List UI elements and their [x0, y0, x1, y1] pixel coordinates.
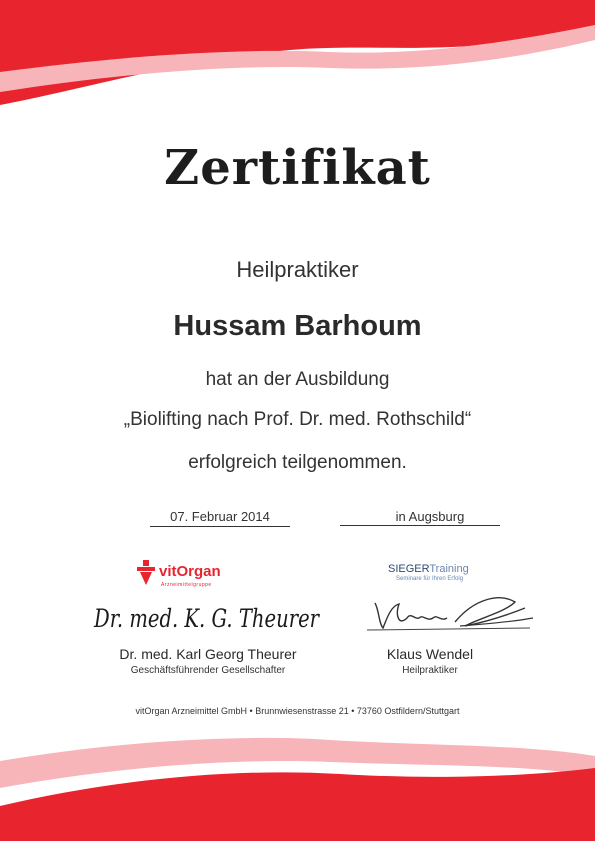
siegertraining-name-b: Training [429, 563, 469, 575]
signatory-right-role: Heilpraktiker [402, 665, 458, 676]
signatory-right-name: Klaus Wendel [386, 646, 474, 662]
signatory-right [360, 646, 500, 676]
certificate-title: Zertifikat [164, 140, 431, 196]
statement-line-3: erfolgreich teilgenommen. [188, 452, 407, 473]
issue-date: 07. Februar 2014 [150, 509, 290, 527]
top-wave-decoration [0, 0, 595, 110]
siegertraining-tagline: Seminare für Ihren Erfolg [396, 576, 464, 582]
signature-theurer [88, 593, 328, 641]
svg-text:Dr. med. K. G. Theurer: Dr. med. K. G. Theurer [93, 604, 321, 633]
bottom-wave-decoration [0, 716, 595, 841]
recipient-name: Hussam Barhoum [173, 310, 422, 342]
vitorgan-brand: vitOrgan [159, 563, 221, 580]
issue-place: in Augsburg [340, 509, 500, 526]
vitorgan-mark-icon [135, 560, 157, 586]
siegertraining-name-a: SIEGER [388, 563, 430, 575]
profession-label: Heilpraktiker [236, 257, 359, 282]
signatory-left-name: Dr. med. Karl Georg Theurer [119, 646, 297, 662]
siegertraining-logo [388, 563, 498, 582]
vitorgan-logo [135, 560, 255, 596]
company-address-footer: vitOrgan Arzneimittel GmbH • Brunnwiesenstrasse 21 • 73760 Ostfildern/Stuttgart [135, 706, 460, 716]
course-title: „Biolifting nach Prof. Dr. med. Rothschild“ [123, 409, 472, 430]
statement-line-1: hat an der Ausbildung [205, 369, 390, 390]
vitorgan-subtitle: Arzneimittelgruppe [161, 582, 212, 588]
signatory-left [88, 646, 328, 676]
signature-wendel [365, 588, 535, 638]
signatory-left-role: Geschäftsführender Gesellschafter [130, 665, 286, 676]
